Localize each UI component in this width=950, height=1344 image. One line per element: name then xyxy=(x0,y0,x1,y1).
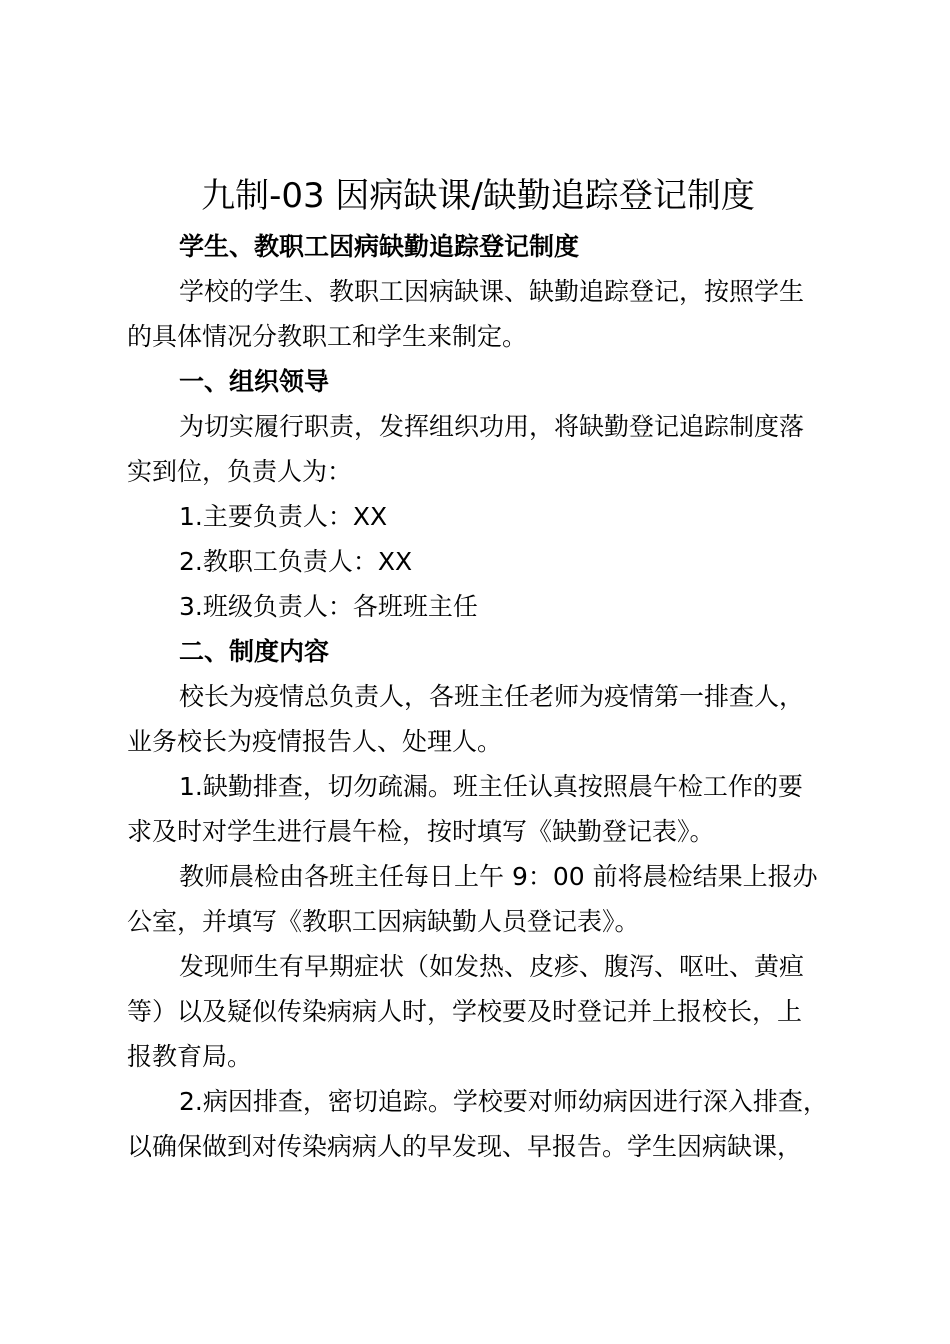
section2-paragraph-line: 报教育局。 xyxy=(127,1042,253,1071)
section2-paragraph-line: 等）以及疑似传染病病人时，学校要及时登记并上报校长，上 xyxy=(127,997,803,1026)
section-heading-organization: 一、组织领导 xyxy=(179,367,330,396)
section2-paragraph-line: 发现师生有早期症状（如发热、皮疹、腹泻、呕吐、黄疸 xyxy=(179,952,805,981)
document-title: 九制-03 因病缺课/缺勤追踪登记制度 xyxy=(201,176,755,216)
section2-paragraph-line: 业务校长为疫情报告人、处理人。 xyxy=(127,727,503,756)
responsible-person-item: 1.主要负责人：XX xyxy=(179,502,388,531)
section1-paragraph-line: 实到位，负责人为： xyxy=(127,457,353,486)
section2-paragraph-line: 1.缺勤排查，切勿疏漏。班主任认真按照晨午检工作的要 xyxy=(179,772,803,801)
section2-paragraph-line: 校长为疫情总负责人，各班主任老师为疫情第一排查人， xyxy=(179,682,805,711)
section2-paragraph-line: 教师晨检由各班主任每日上午 9：00 前将晨检结果上报办 xyxy=(179,862,818,891)
document-subtitle: 学生、教职工因病缺勤追踪登记制度 xyxy=(179,232,580,261)
intro-line: 的具体情况分教职工和学生来制定。 xyxy=(127,322,528,351)
document-body xyxy=(127,224,867,1169)
section1-paragraph-line: 为切实履行职责，发挥组织功用，将缺勤登记追踪制度落 xyxy=(179,412,805,441)
section2-paragraph-line: 公室，并填写《教职工因病缺勤人员登记表》。 xyxy=(127,907,640,936)
section2-paragraph-line: 2.病因排查，密切追踪。学校要对师幼病因进行深入排查， xyxy=(179,1087,828,1116)
section-heading-system-content: 二、制度内容 xyxy=(179,637,330,666)
section2-paragraph-line: 求及时对学生进行晨午检，按时填写《缺勤登记表》。 xyxy=(127,817,715,846)
responsible-person-item: 3.班级负责人：各班班主任 xyxy=(179,592,478,621)
section2-paragraph-line: 以确保做到对传染病病人的早发现、早报告。学生因病缺课， xyxy=(127,1132,803,1161)
intro-line: 学校的学生、教职工因病缺课、缺勤追踪登记，按照学生 xyxy=(179,277,805,306)
responsible-person-item: 2.教职工负责人：XX xyxy=(179,547,413,576)
